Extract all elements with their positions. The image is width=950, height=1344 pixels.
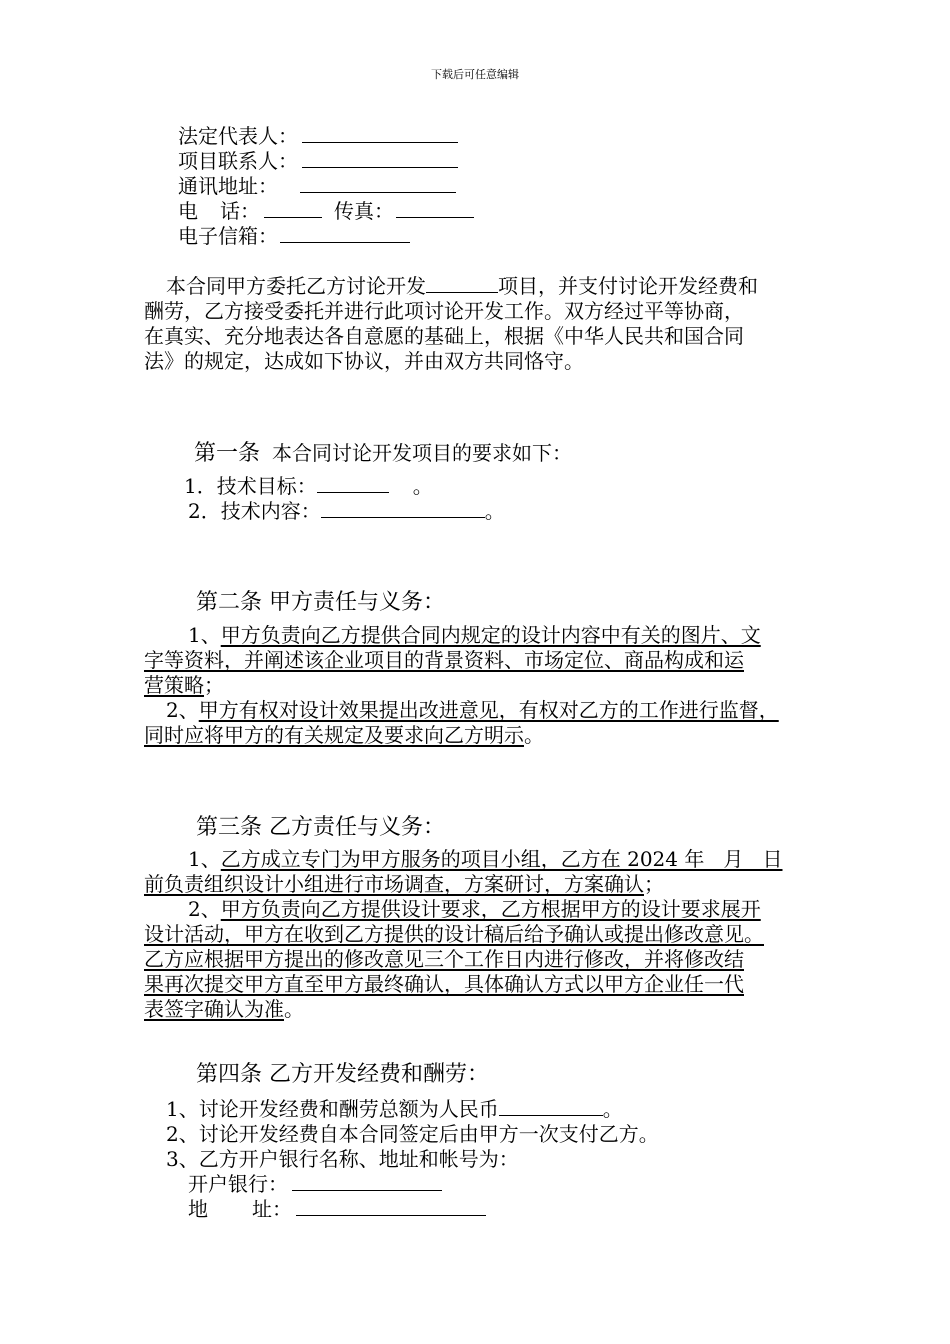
preamble-line-4: 法》的规定，达成如下协议，并由双方共同恪守。: [144, 349, 584, 373]
project-name-blank[interactable]: [426, 274, 498, 293]
article-4-title: 第四条 乙方开发经费和酬劳：: [196, 1062, 489, 1087]
article-2-p1-line-1: [188, 623, 761, 648]
preamble-line-2: 酬劳，乙方接受委托并进行此项讨论开发工作。双方经过平等协商，: [144, 299, 744, 323]
article-3-p2-line-4: 果再次提交甲方直至甲方最终确认，具体确认方式以甲方企业任一代: [144, 972, 744, 996]
address-blank[interactable]: [300, 174, 456, 193]
preamble-line-1: [166, 274, 758, 299]
article-3-p2-line-3: 乙方应根据甲方提出的修改意见三个工作日内进行修改，并将修改结: [144, 947, 744, 971]
article-2-p2-line-1: [166, 698, 779, 723]
article-3-p2-num: 2、: [188, 897, 221, 921]
phone-label-a: 电: [178, 199, 198, 223]
tech-content-blank[interactable]: [321, 499, 485, 518]
fax-label: 传真：: [334, 199, 394, 223]
article-2-p1-text-3: 营策略: [144, 673, 204, 697]
phone-blank[interactable]: [264, 199, 322, 218]
phone-label-b: 话：: [220, 199, 260, 223]
article-2-p1-end: ；: [204, 673, 224, 697]
article-3-p1-end: ；: [644, 872, 664, 896]
article-1-item-2: [188, 499, 505, 524]
article-3-p2-line-1: [188, 897, 761, 922]
preamble-text-b: 项目，并支付讨论开发经费和: [498, 274, 758, 298]
fee-amount-blank[interactable]: [499, 1097, 603, 1116]
project-contact-blank[interactable]: [302, 149, 458, 168]
tech-content-end: 。: [484, 499, 505, 523]
fee-end: 。: [602, 1097, 623, 1121]
article-3-p2-end: 。: [284, 997, 304, 1021]
article-2-p2-num: 2、: [166, 698, 199, 722]
article-2-p2-line-2: [144, 723, 544, 748]
article-2-p1-line-3: [144, 673, 224, 698]
bank-address-label-b: 址：: [252, 1197, 292, 1221]
article-3-p2-line-5: [144, 997, 304, 1022]
fee-label: 1、讨论开发经费和酬劳总额为人民币: [166, 1097, 499, 1121]
email-blank[interactable]: [280, 224, 410, 243]
article-4-item-3: 3、乙方开户银行名称、地址和帐号为：: [166, 1147, 519, 1171]
project-contact-line: [178, 149, 458, 174]
article-3-p1-text-1: 乙方成立专门为甲方服务的项目小组，乙方在 2024 年 月 日: [220, 847, 783, 871]
article-3-p1-text-2: 前负责组织设计小组进行市场调查，方案研讨，方案确认: [144, 872, 644, 896]
tech-goal-blank[interactable]: [317, 474, 389, 493]
legal-rep-blank[interactable]: [302, 124, 458, 143]
bank-address-line: [188, 1197, 486, 1222]
preamble-text-a: 本合同甲方委托乙方讨论开发: [166, 274, 426, 298]
article-2-title: 第二条 甲方责任与义务：: [196, 590, 445, 615]
bank-address-blank[interactable]: [296, 1197, 486, 1216]
bank-address-label-a: 地: [188, 1197, 208, 1221]
article-1-heading: [194, 436, 572, 467]
address-label: 通讯地址：: [178, 174, 278, 198]
article-3-p2-text-1: 甲方负责向乙方提供设计要求，乙方根据甲方的设计要求展开: [220, 897, 761, 921]
address-line: [178, 174, 456, 199]
article-1-title: 第一条: [194, 441, 261, 466]
article-1-subtitle: 本合同讨论开发项目的要求如下：: [272, 441, 573, 465]
article-3-p2-text-5: 表签字确认为准: [144, 997, 284, 1021]
email-line: [178, 224, 410, 249]
article-2-p1-num: 1、: [188, 623, 221, 647]
page-header: 下载后可任意编辑: [431, 68, 519, 81]
article-4-item-1: [166, 1097, 623, 1122]
tech-content-label: 2．技术内容：: [188, 499, 321, 523]
article-2-p1-line-2: 字等资料，并阐述该企业项目的背景资料、市场定位、商品构成和运: [144, 648, 744, 672]
article-1-item-1: [184, 474, 433, 499]
legal-rep-line: [178, 124, 458, 149]
tech-goal-end: 。: [412, 474, 433, 498]
article-2-p2-end: 。: [524, 723, 544, 747]
article-3-p1-line-2: [144, 872, 664, 897]
article-2-p2-text-2: 同时应将甲方的有关规定及要求向乙方明示: [144, 723, 524, 747]
fax-blank[interactable]: [396, 199, 474, 218]
bank-line: [188, 1172, 442, 1197]
article-3-p1-line-1: [188, 847, 783, 872]
article-3-title: 第三条 乙方责任与义务：: [196, 815, 445, 840]
project-contact-label: 项目联系人：: [178, 149, 298, 173]
legal-rep-label: 法定代表人：: [178, 124, 298, 148]
bank-label: 开户银行：: [188, 1172, 288, 1196]
bank-blank[interactable]: [292, 1172, 442, 1191]
article-2-p2-text-1: 甲方有权对设计效果提出改进意见，有权对乙方的工作进行监督，: [198, 698, 779, 722]
email-label: 电子信箱：: [178, 224, 278, 248]
phone-fax-line: [178, 199, 474, 224]
article-3-p1-num: 1、: [188, 847, 221, 871]
article-3-p2-line-2: 设计活动，甲方在收到乙方提供的设计稿后给予确认或提出修改意见。: [144, 922, 764, 946]
article-4-item-2: 2、讨论开发经费自本合同签定后由甲方一次支付乙方。: [166, 1122, 659, 1146]
article-2-p1-text-1: 甲方负责向乙方提供合同内规定的设计内容中有关的图片、文: [220, 623, 761, 647]
tech-goal-label: 1．技术目标：: [184, 474, 317, 498]
preamble-line-3: 在真实、充分地表达各自意愿的基础上，根据《中华人民共和国合同: [144, 324, 744, 348]
